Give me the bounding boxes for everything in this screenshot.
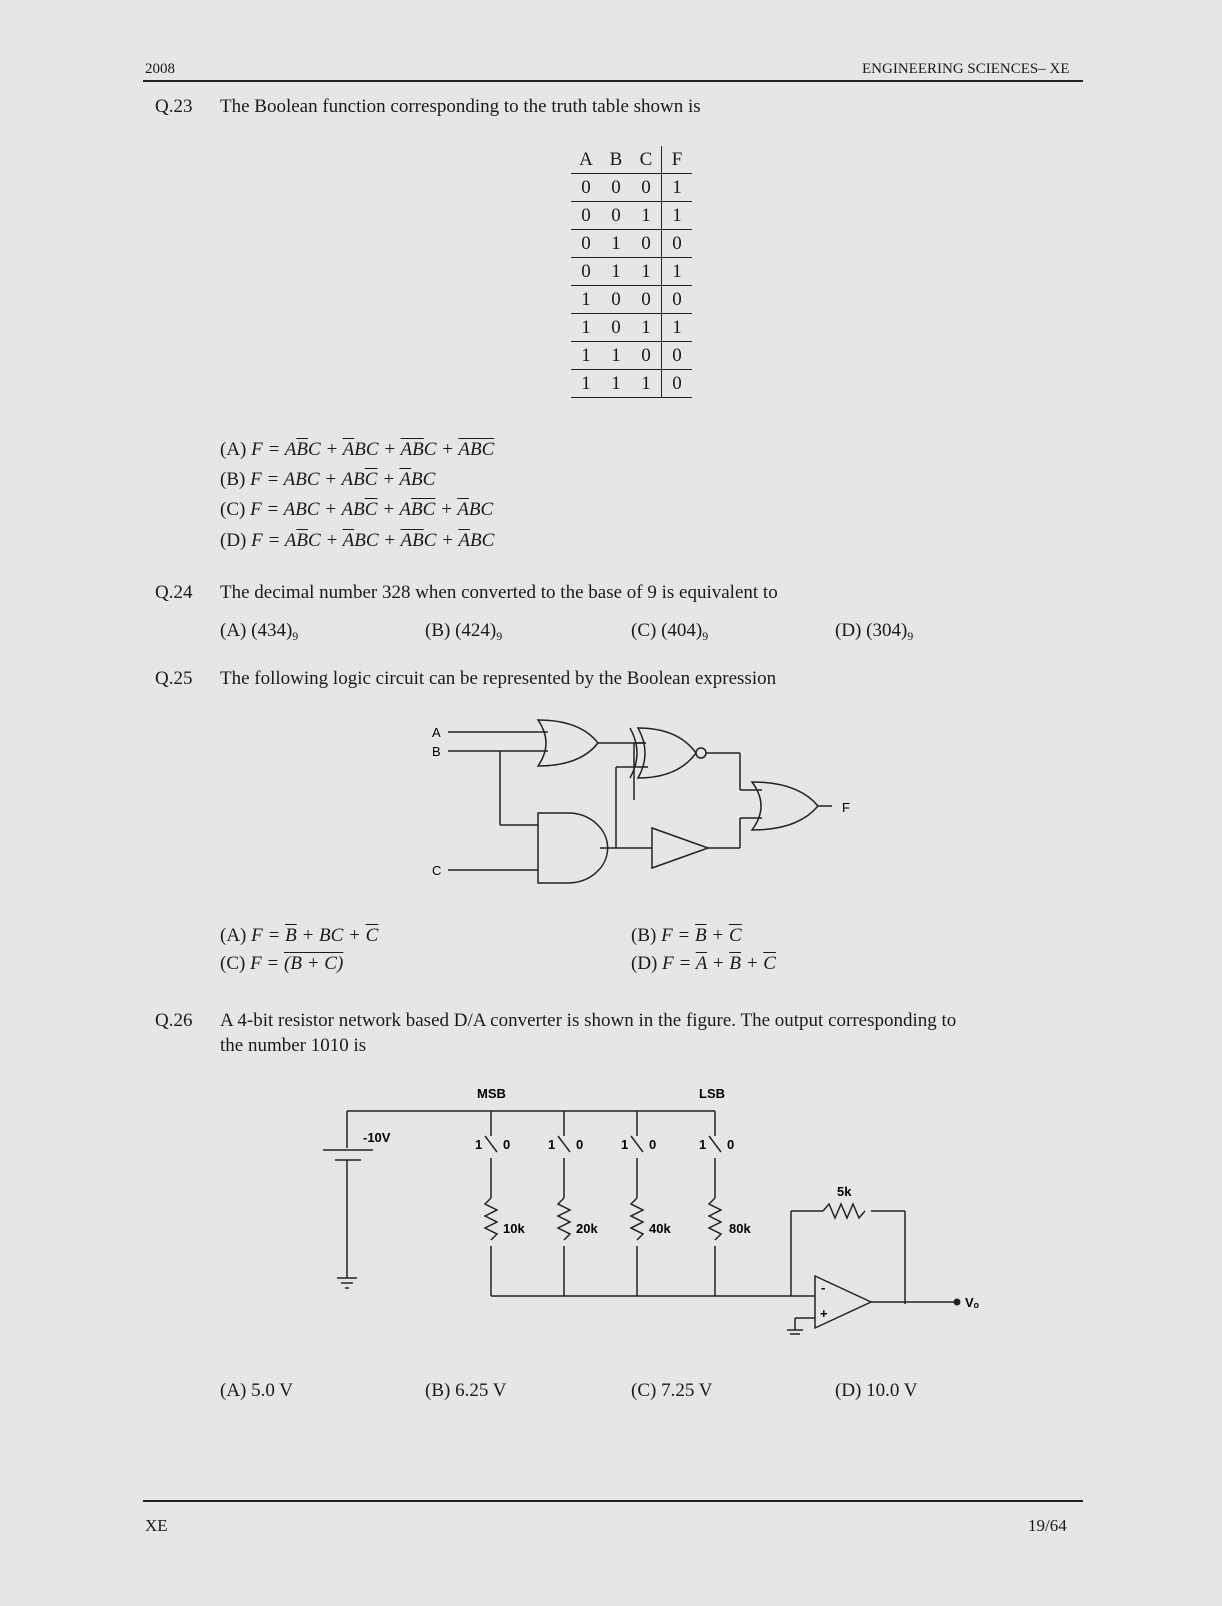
dac-circuit-diagram	[315, 1078, 985, 1348]
header-subject: ENGINEERING SCIENCES– XE	[862, 61, 1070, 77]
switch-branch	[631, 1111, 643, 1296]
cell: 1	[571, 314, 601, 342]
switch-0-label: 0	[649, 1137, 657, 1152]
option-label: (C) (404)	[631, 620, 703, 641]
option-label: (B)	[220, 469, 246, 490]
option-label: (A)	[220, 439, 247, 460]
output-node	[954, 1299, 961, 1306]
table-row	[571, 174, 692, 202]
cell: 1	[631, 370, 662, 398]
or-gate-2	[752, 782, 818, 830]
resistor-40k	[631, 1198, 643, 1240]
cell: 1	[571, 342, 601, 370]
q26-option-d[interactable]: (D) 10.0 V	[835, 1380, 918, 1401]
switch-0-label: 0	[576, 1137, 584, 1152]
base-subscript: 9	[496, 629, 503, 643]
opamp-minus-label: -	[821, 1280, 826, 1295]
option-label: (A)	[220, 925, 247, 946]
cell: 0	[631, 286, 662, 314]
or-gate-1	[538, 720, 598, 766]
cell: 1	[662, 258, 693, 286]
q24-option-a[interactable]	[220, 620, 298, 644]
cell: 1	[571, 370, 601, 398]
q25-option-d[interactable]	[631, 953, 776, 975]
q24-option-d[interactable]	[835, 620, 913, 644]
cell: 0	[662, 286, 693, 314]
q23-number: Q.23	[155, 96, 193, 117]
header-year: 2008	[145, 61, 175, 77]
table-row	[571, 230, 692, 258]
resistor-label-80k: 80k	[729, 1221, 751, 1236]
option-label: (D)	[631, 953, 658, 974]
cell: 0	[662, 370, 693, 398]
lsb-label: LSB	[699, 1086, 725, 1101]
nor-bubble	[696, 748, 706, 758]
col-f: F	[662, 146, 693, 174]
cell: 1	[571, 286, 601, 314]
footer-code: XE	[145, 1516, 168, 1535]
cell: 1	[601, 258, 631, 286]
option-label: (B)	[631, 925, 657, 946]
source-label: -10V	[363, 1130, 391, 1145]
cell: 0	[571, 230, 601, 258]
table-row	[571, 342, 692, 370]
q23-option-a[interactable]	[220, 439, 494, 461]
switch-1-label: 1	[699, 1137, 707, 1152]
cell: 0	[571, 202, 601, 230]
cell: 0	[571, 258, 601, 286]
q24-option-b[interactable]	[425, 620, 502, 644]
and-gate	[538, 813, 608, 883]
formula: $F = \overline{B} + \overline{C}$	[661, 925, 742, 946]
truth-table-header	[571, 146, 692, 174]
q26-option-a[interactable]: (A) 5.0 V	[220, 1380, 294, 1401]
footer-page-number: 19/64	[1028, 1516, 1067, 1535]
formula: $F = A\overline{B}C + \overline{A}BC + \overline{A}\overline{B}C + \overline{A}BC$	[251, 530, 495, 551]
table-row	[571, 258, 692, 286]
buffer-gate	[652, 828, 708, 868]
cell: 0	[571, 174, 601, 202]
q26-option-c[interactable]: (C) 7.25 V	[631, 1380, 713, 1401]
base-subscript: 9	[702, 629, 709, 643]
switch-0-label: 0	[727, 1137, 735, 1152]
option-label: (D) (304)	[835, 620, 908, 641]
resistor-label-40k: 40k	[649, 1221, 671, 1236]
switch-1-label: 1	[475, 1137, 483, 1152]
q26-text-line2: the number 1010 is	[220, 1035, 367, 1056]
msb-label: MSB	[477, 1086, 506, 1101]
cell: 0	[662, 230, 693, 258]
table-row	[571, 202, 692, 230]
option-label: (A) (434)	[220, 620, 293, 641]
label-f: F	[842, 800, 850, 815]
cell: 1	[631, 314, 662, 342]
truth-table	[571, 146, 692, 398]
base-subscript: 9	[292, 629, 299, 643]
q23-option-d[interactable]	[220, 530, 494, 552]
table-row	[571, 370, 692, 398]
output-label: Vₒ	[965, 1295, 980, 1310]
option-label: (C)	[220, 499, 246, 520]
resistor-10k	[485, 1198, 497, 1240]
cell: 1	[601, 370, 631, 398]
q25-text: The following logic circuit can be represented by the Boolean expression	[220, 668, 777, 689]
logic-circuit-diagram	[420, 710, 870, 890]
label-b: B	[432, 744, 441, 759]
switch-branch	[709, 1111, 721, 1296]
q26-text-line1: A 4-bit resistor network based D/A converter is shown in the figure. The output corresponding to	[220, 1010, 957, 1031]
header-rule	[143, 80, 1083, 82]
resistor-label-5k: 5k	[837, 1184, 852, 1199]
resistor-label-20k: 20k	[576, 1221, 598, 1236]
cell: 1	[631, 258, 662, 286]
cell: 1	[631, 202, 662, 230]
resistor-5k	[823, 1204, 865, 1218]
cell: 0	[601, 174, 631, 202]
option-label: (C)	[220, 953, 246, 974]
col-c: C	[631, 146, 662, 174]
cell: 0	[631, 174, 662, 202]
q24-number: Q.24	[155, 582, 193, 603]
formula: F = ABC + $AB\overline{C} + \overline{A}BC$	[250, 469, 436, 490]
resistor-80k	[709, 1198, 721, 1240]
opamp-plus-label: +	[820, 1306, 828, 1321]
col-b: B	[601, 146, 631, 174]
base-subscript: 9	[907, 629, 914, 643]
switch-1-label: 1	[548, 1137, 556, 1152]
q23-option-c[interactable]	[220, 499, 493, 521]
label-c: C	[432, 863, 442, 878]
cell: 1	[662, 174, 693, 202]
table-row	[571, 314, 692, 342]
formula: F = (B + C)	[250, 953, 344, 974]
nor-gate	[638, 728, 696, 778]
formula: $F = \overline{A} + \overline{B} + \overline{C}$	[662, 953, 776, 974]
resistor-20k	[558, 1198, 570, 1240]
cell: 0	[601, 286, 631, 314]
cell: 0	[601, 202, 631, 230]
col-a: A	[571, 146, 601, 174]
cell: 1	[601, 230, 631, 258]
q25-option-a[interactable]	[220, 925, 378, 947]
cell: 0	[601, 314, 631, 342]
cell: 1	[601, 342, 631, 370]
formula: $F = \overline{B}$ + BC + $\overline{C}$	[251, 925, 379, 946]
option-label: (D)	[220, 530, 247, 551]
option-label: (B) (424)	[425, 620, 497, 641]
q24-option-c[interactable]	[631, 620, 708, 644]
q25-number: Q.25	[155, 668, 193, 689]
formula: F = ABC + $AB\overline{C} + A\overline{B}\overline{C} + \overline{A}BC$	[250, 499, 494, 520]
cell: 0	[631, 230, 662, 258]
q24-text: The decimal number 328 when converted to the base of 9 is equivalent to	[220, 582, 778, 603]
q26-option-b[interactable]: (B) 6.25 V	[425, 1380, 507, 1401]
q23-option-b[interactable]	[220, 469, 435, 491]
q25-option-c[interactable]	[220, 953, 343, 975]
resistor-label-10k: 10k	[503, 1221, 525, 1236]
cell: 1	[662, 314, 693, 342]
cell: 1	[662, 202, 693, 230]
q26-number: Q.26	[155, 1010, 193, 1031]
table-row	[571, 286, 692, 314]
q25-option-b[interactable]	[631, 925, 742, 947]
switch-branch	[485, 1111, 497, 1296]
cell: 0	[631, 342, 662, 370]
switch-0-label: 0	[503, 1137, 511, 1152]
switch-branch	[558, 1111, 570, 1296]
q23-text: The Boolean function corresponding to the truth table shown is	[220, 96, 701, 117]
switch-1-label: 1	[621, 1137, 629, 1152]
footer-rule	[143, 1500, 1083, 1502]
cell: 0	[662, 342, 693, 370]
formula: $F = A\overline{B}C + \overline{A}BC + \overline{A}\overline{B}C + \overline{A}\overline{B}\overline{C}$	[251, 439, 495, 460]
label-a: A	[432, 725, 441, 740]
